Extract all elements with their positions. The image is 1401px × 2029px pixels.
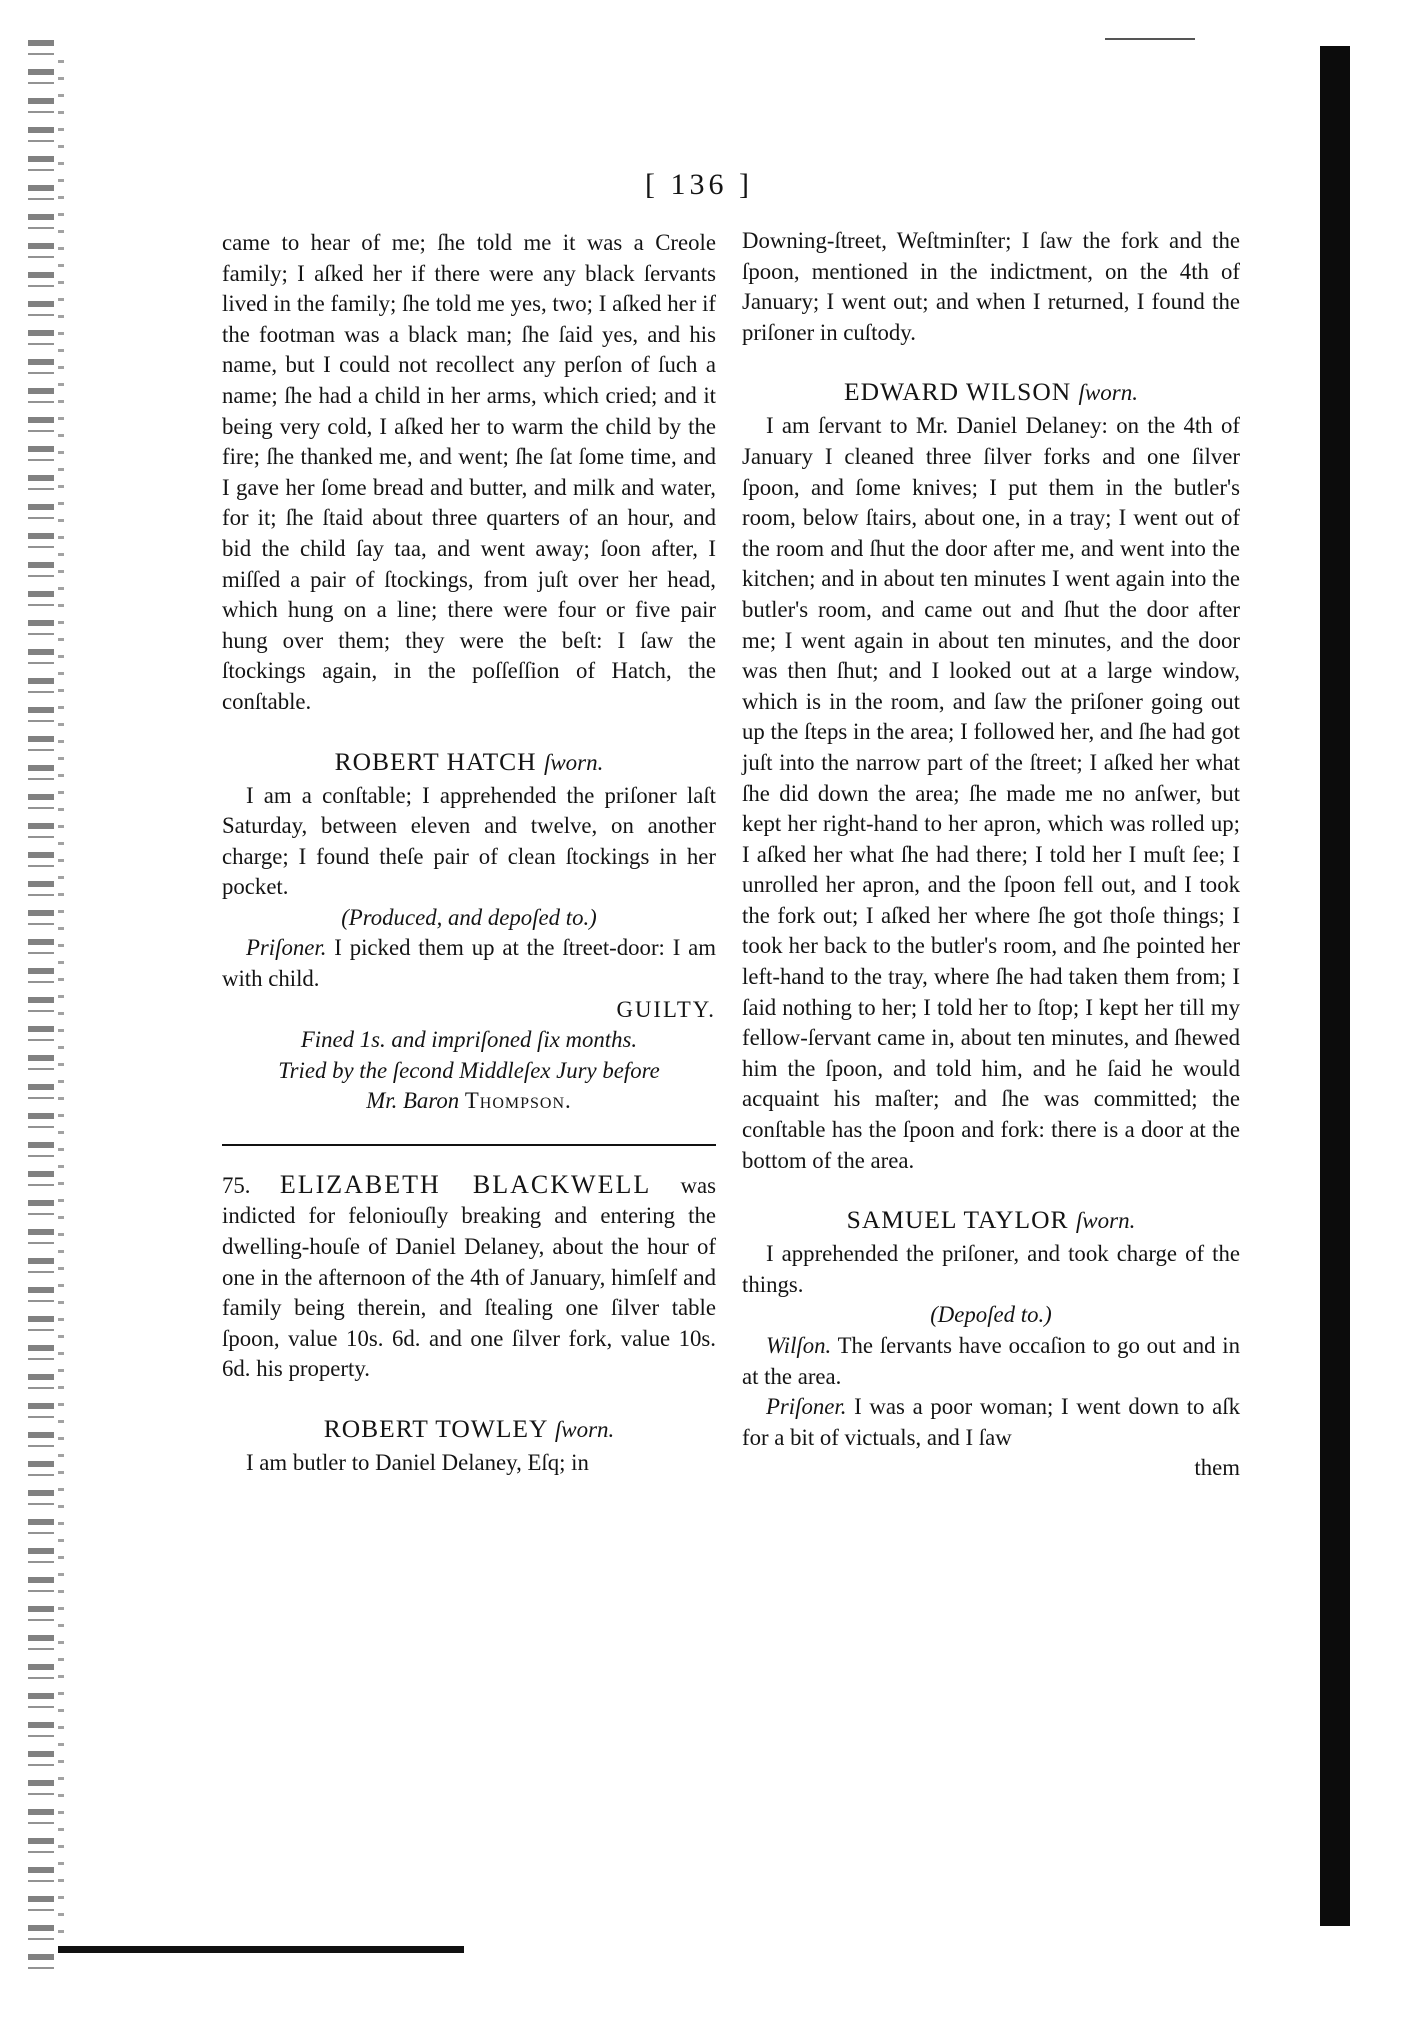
- witness-heading: [222, 1413, 716, 1446]
- statement-text: The ſervants have occaſion to go out and in at the area.: [742, 1333, 1240, 1389]
- wilson-statement: [742, 1331, 1240, 1392]
- testimony-paragraph: I apprehended the priſoner, and took charge of the things.: [742, 1241, 1240, 1297]
- judge-name: Thompson.: [464, 1087, 572, 1113]
- testimony-paragraph: came to hear of me; ſhe told me it was a Creole family; I aſked her if there were any black ſervants lived in the family; ſhe told me yes, two; I aſked her if the footman was a black man; ſhe ſaid yes, and his name, but I could not recollect any perſon of ſuch a name; ſhe had a child in her arms, which cried; and it being very cold, I aſked her to warm the child by the fire; ſhe thanked me, and went; ſhe ſat ſome time, and I gave her ſome bread and butter, and milk and water, for it; ſhe ſtaid about three quarters of an hour, and bid the child ſay taa, and went away; ſoon after, I miſſed a pair of ſtockings, from juſt over her head, which hung on a line; there were four or five pair hung over them; they were the beſt: I ſaw the ſtockings again, in the poſſeſſion of Hatch, the conſtable.: [222, 230, 716, 714]
- tried-line-judge: [222, 1086, 716, 1116]
- right-binding-edge: [1320, 46, 1350, 1926]
- catchword: them: [1194, 1455, 1240, 1481]
- statement-text: I picked them up at the ſtreet-door: I am with child.: [222, 935, 716, 992]
- testimony-paragraph: Downing-ſtreet, Weſtminſter; I ſaw the fork and the ſpoon, mentioned in the indictment, on the 4th of January; I went out; and when I returned, I found the priſoner in cuſtody.: [742, 228, 1240, 345]
- bottom-edge-rule: [58, 1946, 464, 1953]
- speaker-label: Priſoner.: [766, 1394, 847, 1420]
- witness-name: EDWARD WILSON: [844, 377, 1072, 407]
- testimony-paragraph: I am a conſtable; I apprehended the priſoner laſt Saturday, between eleven and twelve, on another charge; I found theſe pair of clean ſtockings in her pocket.: [222, 782, 716, 900]
- produced-note: (Produced, and depoſed to.): [341, 904, 597, 930]
- sworn-label: ſworn.: [554, 1417, 615, 1442]
- indictment-text: was indicted for feloniouſly breaking and entering the dwelling-houſe of Daniel Delaney, about the hour of one in the afternoon of the 4th of January, himſelf and family being therein, and ſtealing one ſilver table ſpoon, value 10s. 6d. and one ſilver fork, value 10s. 6d. his property.: [222, 1172, 716, 1382]
- witness-name: ROBERT HATCH: [334, 746, 537, 776]
- witness-heading: [222, 746, 716, 779]
- defendant-name: ELIZABETH BLACKWELL: [279, 1169, 652, 1199]
- header-mark: [1105, 38, 1195, 40]
- sentence: Fined 1s. and impriſoned ſix months.: [300, 1027, 638, 1053]
- sworn-label: ſworn.: [1078, 380, 1138, 406]
- tried-line: Tried by the ſecond Middleſex Jury before: [278, 1057, 660, 1083]
- page-number: [ 136 ]: [645, 168, 753, 201]
- deposed-note: (Depoſed to.): [930, 1302, 1052, 1328]
- sworn-label: ſworn.: [543, 749, 604, 775]
- speaker-label: Wilſon.: [766, 1333, 832, 1358]
- witness-heading: [742, 1204, 1240, 1237]
- right-column: [742, 226, 1240, 1484]
- witness-heading: [742, 376, 1240, 409]
- case-number: 75.: [222, 1172, 251, 1198]
- statement-text: I was a poor woman; I went down to aſk for a bit of victuals, and I ſaw: [742, 1394, 1240, 1450]
- testimony-paragraph: I am butler to Daniel Delaney, Eſq; in: [246, 1450, 589, 1475]
- testimony-paragraph: I am ſervant to Mr. Daniel Delaney: on the 4th of January I cleaned three ſilver forks and one ſilver ſpoon, and ſome knives; I put them in the butler's room, below ſtairs, about one, in a tray; I went out of the room and ſhut the door after me, and went into the kitchen; and in about ten minutes I went again into the butler's room, and came out and ſhut the door after me; I went again in about ten minutes, and the door was then ſhut; and I looked out at a large window, which is in the room, and ſaw the priſoner going out up the ſteps in the area; I followed her, and ſhe had got juſt into the narrow part of the ſtreet; I aſked her what ſhe did down the area; ſhe made me no anſwer, but kept her right-hand to her apron, which was rolled up; I aſked her what ſhe had there; I told her I muſt ſee; I unrolled her apron, and the ſpoon fell out, and I took the fork out; I aſked her where ſhe got thoſe things; I took her back to the butler's room, and ſhe pointed her left-hand to the tray, where ſhe had taken them from; I ſaid nothing to her; I told her to ſtop; I kept her till my fellow-ſervant came in, about ten minutes, and ſhewed him the ſpoon, and told him, and he ſaid he would acquaint his maſter; and ſhe was committed; the conſtable has the ſpoon and fork: there is a door at the bottom of the area.: [742, 413, 1240, 1173]
- prisoner-statement: [222, 933, 716, 994]
- verdict: GUILTY.: [616, 996, 716, 1022]
- case-entry: [222, 1170, 716, 1385]
- left-binding-shadow: [58, 60, 64, 1960]
- judge-title: Mr. Baron: [366, 1087, 465, 1113]
- section-divider: [222, 1144, 716, 1146]
- prisoner-statement: [742, 1392, 1240, 1453]
- sworn-label: ſworn.: [1075, 1208, 1136, 1234]
- witness-name: ROBERT TOWLEY: [323, 1414, 548, 1443]
- witness-name: SAMUEL TAYLOR: [846, 1205, 1069, 1235]
- left-binding-edge: [28, 40, 54, 1980]
- speaker-label: Priſoner.: [246, 935, 327, 961]
- left-column: [222, 228, 716, 1479]
